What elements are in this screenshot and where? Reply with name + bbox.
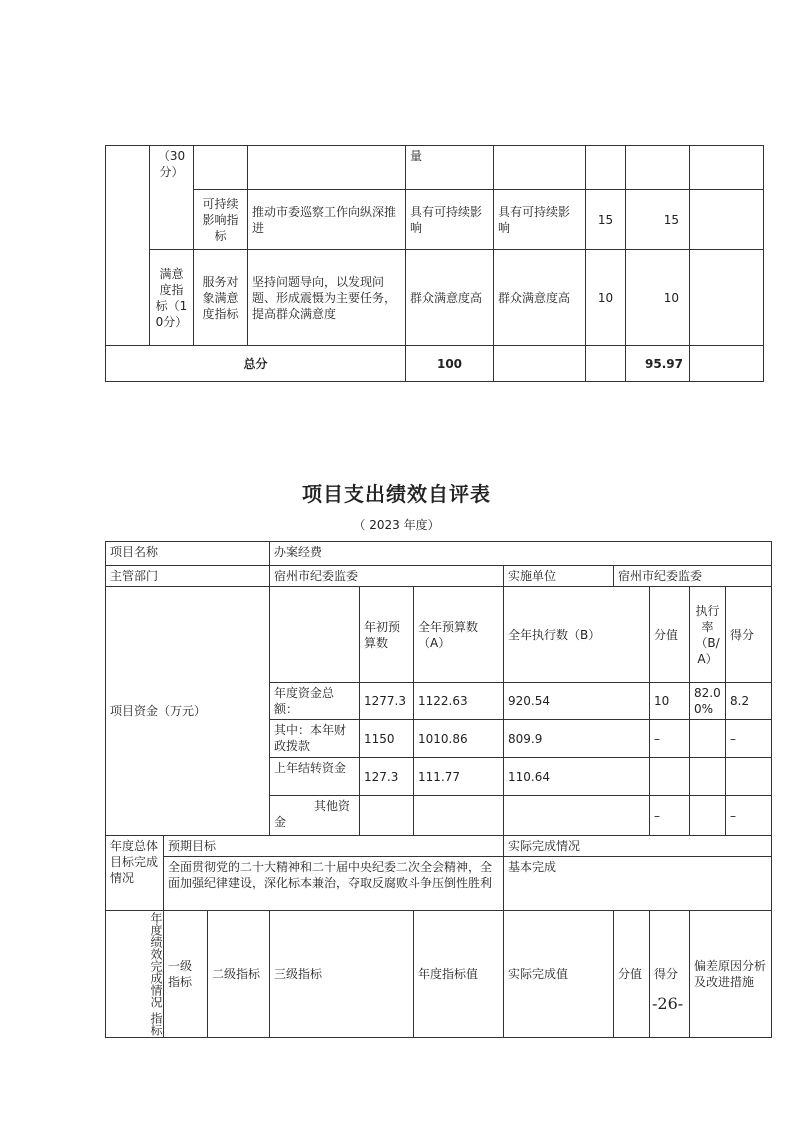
total-score: 100 xyxy=(406,346,494,382)
l3-satisfaction-cell: 坚持问题导向，以发现问题、形成震慑为主要任务，提高群众满意度 xyxy=(248,250,406,346)
ind-head-actual: 实际完成值 xyxy=(504,911,614,1038)
exec-value: 809.9 xyxy=(504,720,650,758)
ind-head-l2: 二级指标 xyxy=(208,911,270,1038)
page-number: -26- xyxy=(652,994,684,1013)
l1-satisfaction-cell: 满意度指标（10分） xyxy=(150,250,194,346)
cell-empty xyxy=(626,146,690,190)
cell-empty xyxy=(494,346,586,382)
perf-label-sub: 指标 xyxy=(149,1011,163,1036)
exec-value: 920.54 xyxy=(504,683,650,720)
cell-empty xyxy=(106,146,150,346)
impl-value: 宿州市纪委监委 xyxy=(614,566,772,587)
score-value: – xyxy=(650,720,690,758)
expected-label: 预期目标 xyxy=(164,836,504,857)
performance-table xyxy=(105,541,772,1038)
page-title: 项目支出绩效自评表 xyxy=(302,482,491,506)
l2-indicator-cell: 可持续影响指标 xyxy=(194,190,248,250)
dept-label: 主管部门 xyxy=(106,566,270,587)
total-label: 总分 xyxy=(106,346,406,382)
actual-cell: 群众满意度高 xyxy=(494,250,586,346)
dept-value: 宿州市纪委监委 xyxy=(270,566,504,587)
ind-head-got: 得分 xyxy=(650,911,690,1038)
cell-empty xyxy=(690,190,764,250)
target-cell: 具有可持续影响 xyxy=(406,190,494,250)
row-label: 上年结转资金 xyxy=(270,758,360,796)
annual-value xyxy=(414,796,504,836)
initial-value: 1150 xyxy=(360,720,414,758)
exec-value: 110.64 xyxy=(504,758,650,796)
actual-label: 实际完成情况 xyxy=(504,836,772,857)
got-cell: 10 xyxy=(626,250,690,346)
ind-head-l1: 一级指标 xyxy=(164,911,208,1038)
impl-label: 实施单位 xyxy=(504,566,614,587)
cell-empty xyxy=(194,146,248,190)
l1-score-cell: （30分） xyxy=(150,146,194,250)
annual-value: 1010.86 xyxy=(414,720,504,758)
l2-satisfaction-cell: 服务对象满意度指标 xyxy=(194,250,248,346)
head-initial: 年初预算数 xyxy=(360,587,414,683)
perf-label xyxy=(106,911,164,1038)
initial-value: 127.3 xyxy=(360,758,414,796)
rate-value xyxy=(690,720,726,758)
project-name-label: 项目名称 xyxy=(106,542,270,566)
score-value xyxy=(650,758,690,796)
goal-label: 年度总体目标完成情况 xyxy=(106,836,164,911)
head-annual: 全年预算数（A） xyxy=(414,587,504,683)
row-label: 年度资金总额： xyxy=(270,683,360,720)
exec-value xyxy=(504,796,650,836)
actual-cell: 具有可持续影响 xyxy=(494,190,586,250)
cell-empty xyxy=(690,346,764,382)
got-value: – xyxy=(726,720,772,758)
total-got: 95.97 xyxy=(626,346,690,382)
head-rate: 执行率（B/A） xyxy=(690,587,726,683)
row-label: 其中：本年财政拨款 xyxy=(270,720,360,758)
target-cell: 群众满意度高 xyxy=(406,250,494,346)
score-cell: 10 xyxy=(586,250,626,346)
cell-empty xyxy=(494,146,586,190)
perf-label-main: 年度绩效完成情况 xyxy=(149,912,163,1008)
year-subtitle: （ 2023 年度） xyxy=(353,518,440,532)
annual-value: 111.77 xyxy=(414,758,504,796)
row-label: 其他资金 xyxy=(270,796,360,836)
initial-value: 1277.3 xyxy=(360,683,414,720)
annual-value: 1122.63 xyxy=(414,683,504,720)
cell-empty xyxy=(586,346,626,382)
rate-value xyxy=(690,758,726,796)
cell-empty xyxy=(690,250,764,346)
ind-head-l3: 三级指标 xyxy=(270,911,414,1038)
score-cell: 15 xyxy=(586,190,626,250)
expected-value: 全面贯彻党的二十大精神和二十届中央纪委二次全会精神，全面加强纪律建设，深化标本兼治，夺取反腐败斗争压倒性胜利 xyxy=(164,857,504,911)
got-value: 8.2 xyxy=(726,683,772,720)
indicator-fragment-cell: 量 xyxy=(406,146,494,190)
ind-head-score: 分值 xyxy=(614,911,650,1038)
got-value: – xyxy=(726,796,772,836)
score-value: 10 xyxy=(650,683,690,720)
score-value: – xyxy=(650,796,690,836)
l3-indicator-cell: 推动市委巡察工作向纵深推进 xyxy=(248,190,406,250)
head-score: 分值 xyxy=(650,587,690,683)
project-name-value: 办案经费 xyxy=(270,542,772,566)
cell-empty xyxy=(586,146,626,190)
head-got: 得分 xyxy=(726,587,772,683)
cell-empty xyxy=(270,587,360,683)
head-exec: 全年执行数（B） xyxy=(504,587,650,683)
cell-empty xyxy=(248,146,406,190)
table-continuation xyxy=(105,145,764,382)
initial-value xyxy=(360,796,414,836)
actual-value: 基本完成 xyxy=(504,857,772,911)
fund-label: 项目资金（万元） xyxy=(106,587,270,836)
rate-value: 82.00% xyxy=(690,683,726,720)
got-cell: 15 xyxy=(626,190,690,250)
got-value xyxy=(726,758,772,796)
cell-empty xyxy=(690,146,764,190)
ind-head-target: 年度指标值 xyxy=(414,911,504,1038)
ind-head-reason: 偏差原因分析及改进措施 xyxy=(690,911,772,1038)
rate-value xyxy=(690,796,726,836)
